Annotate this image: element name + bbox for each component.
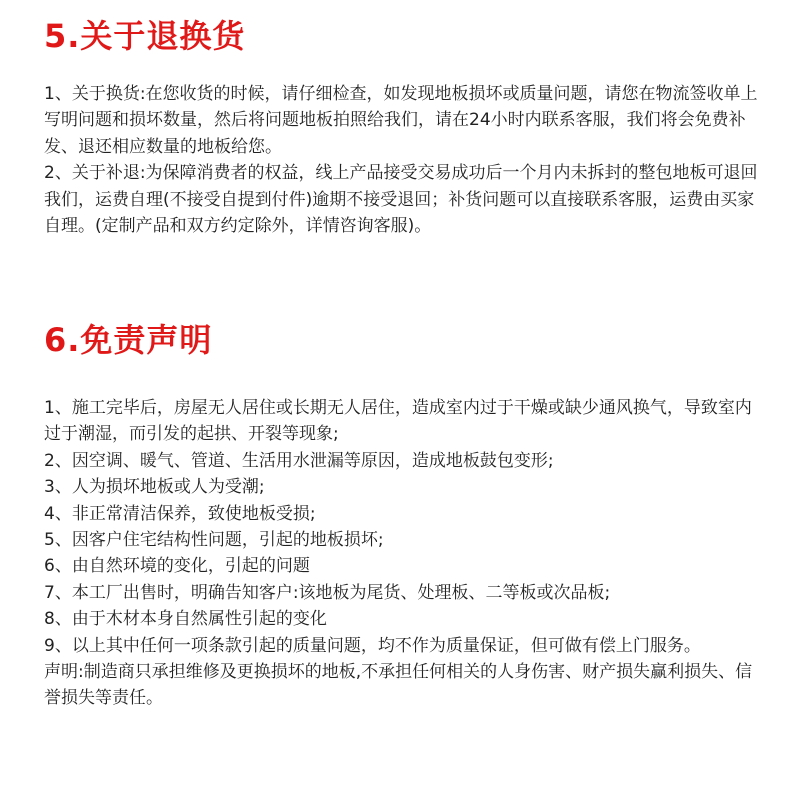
- disclaimer-statement: 声明:制造商只承担维修及更换损坏的地板,不承担任何相关的人身伤害、财产损失赢利损失、信誉损失等责任。: [44, 662, 753, 709]
- disclaimer-item-4: 4、非正常清洁保养，致使地板受损;: [44, 503, 316, 524]
- section-disclaimer: [44, 320, 760, 712]
- disclaimer-item-7: 7、本工厂出售时，明确告知客户:该地板为尾货、处理板、二等板或次品板;: [44, 582, 611, 603]
- disclaimer-item-6: 6、由自然环境的变化，引起的问题: [44, 556, 310, 577]
- disclaimer-body: [44, 395, 760, 712]
- disclaimer-item-8: 8、由于木材本身自然属性引起的变化: [44, 609, 327, 630]
- disclaimer-item-1: 1、施工完毕后，房屋无人居住或长期无人居住，造成室内过于干燥或缺少通风换气，导致室内过于潮湿，而引发的起拱、开裂等现象;: [44, 398, 752, 445]
- disclaimer-item-2: 2、因空调、暖气、管道、生活用水泄漏等原因，造成地板鼓包变形;: [44, 450, 554, 471]
- disclaimer-item-9: 9、以上其中任何一项条款引起的质量问题，均不作为质量保证，但可做有偿上门服务。: [44, 635, 701, 656]
- returns-paragraph-refund: 2、关于补退:为保障消费者的权益，线上产品接受交易成功后一个月内未拆封的整包地板可退回我们，运费自理(不接受自提到付件)逾期不接受退回；补货问题可以直接联系客服，运费由买家自理。(定制产品和双方约定除外，详情咨询客服)。: [44, 163, 758, 237]
- returns-body: [44, 81, 760, 239]
- section-returns: [44, 16, 760, 239]
- section-title-returns: 5.关于退换货: [44, 17, 246, 55]
- disclaimer-item-3: 3、人为损坏地板或人为受潮;: [44, 477, 265, 498]
- section-title-disclaimer: 6.免责声明: [44, 321, 213, 359]
- returns-paragraph-exchange: 1、关于换货:在您收货的时候，请仔细检查，如发现地板损坏或质量问题，请您在物流签收单上写明问题和损坏数量，然后将问题地板拍照给我们，请在24小时内联系客服，我们将会免费补发、退还相应数量的地板给您。: [44, 84, 758, 157]
- disclaimer-item-5: 5、因客户住宅结构性问题，引起的地板损坏;: [44, 530, 384, 551]
